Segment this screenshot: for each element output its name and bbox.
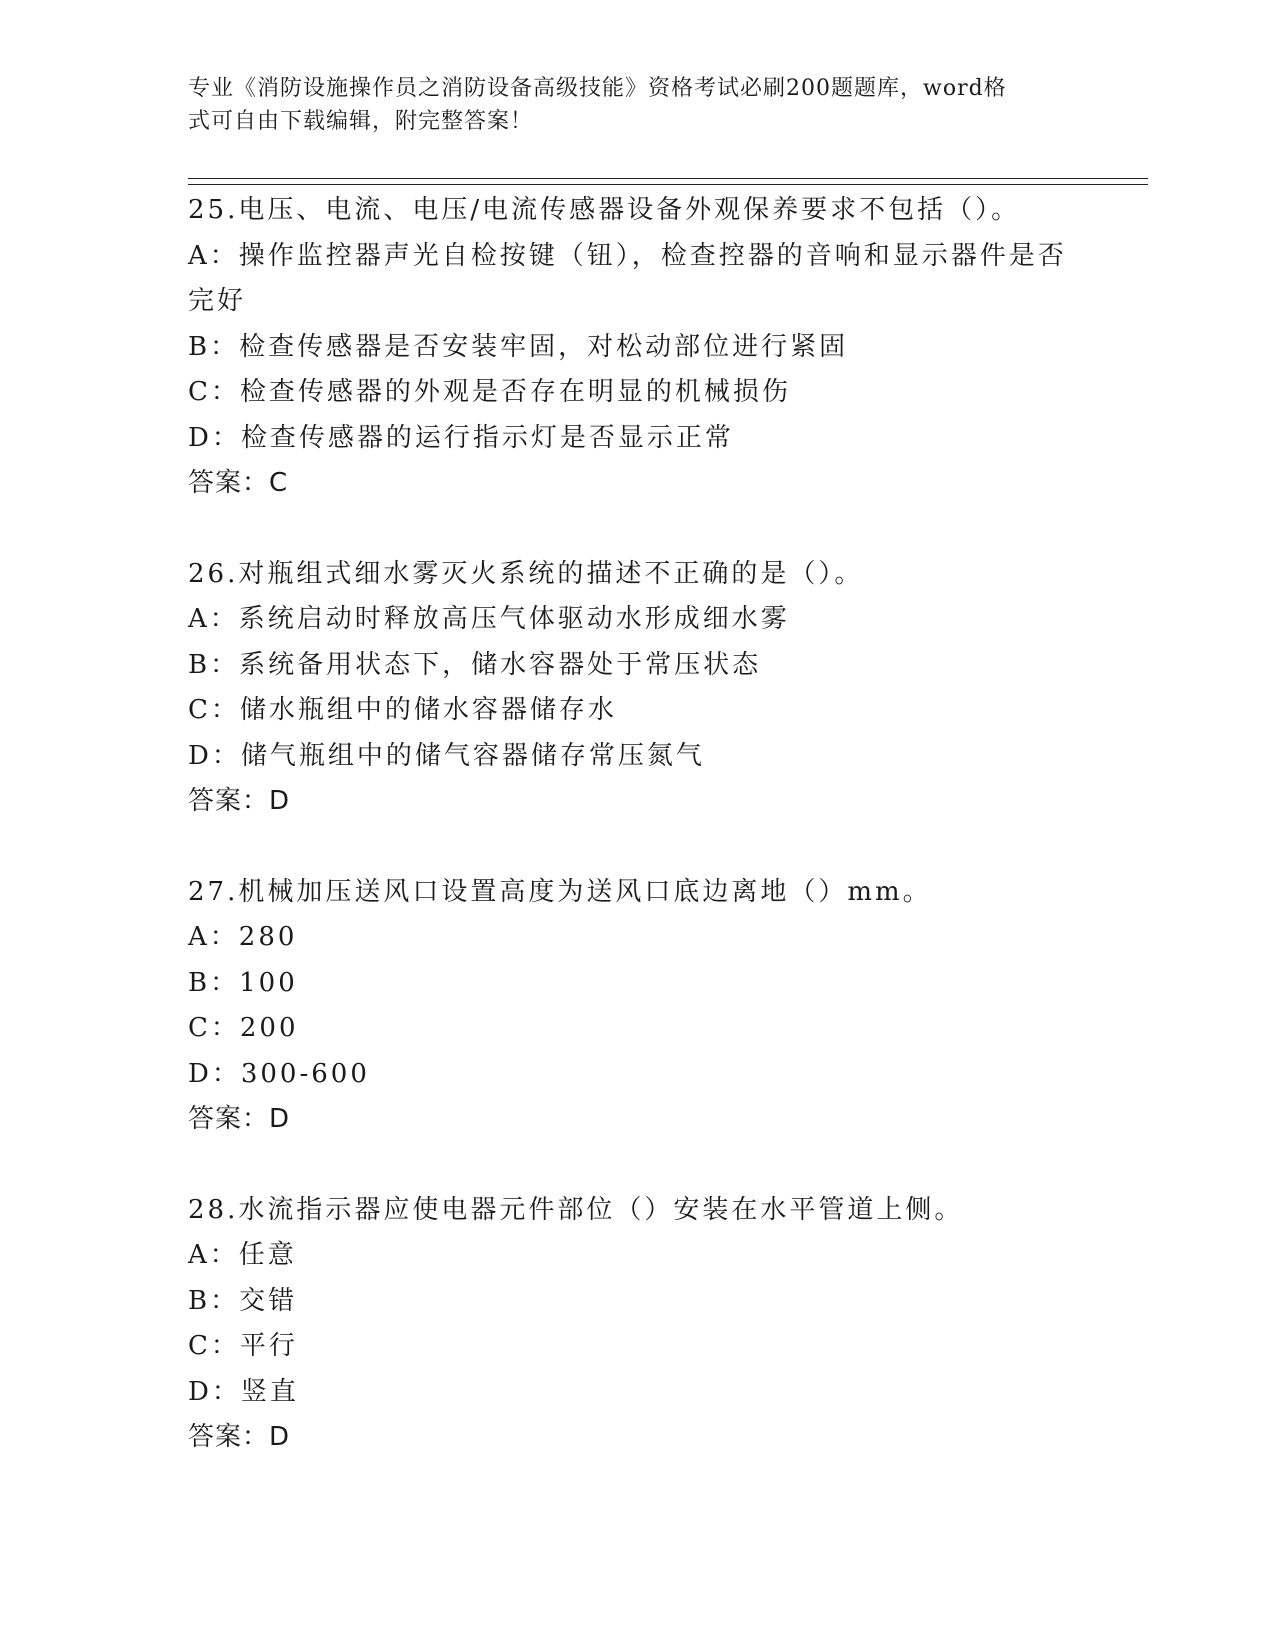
question-list xyxy=(188,188,1088,1461)
answer-line: 答案：C xyxy=(188,468,289,498)
option-a: A：任意 xyxy=(188,1240,297,1270)
question-spacer xyxy=(188,507,1088,552)
question-stem: 28.水流指示器应使电器元件部位（）安装在水平管道上侧。 xyxy=(188,1194,964,1225)
header-line-2: 式可自由下载编辑，附完整答案！ xyxy=(188,109,534,134)
question-spacer xyxy=(188,1143,1088,1188)
option-d: D：竖直 xyxy=(188,1376,299,1407)
option-b: B：检查传感器是否安装牢固，对松动部位进行紧固 xyxy=(188,331,849,362)
option-b: B：系统备用状态下，储水容器处于常压状态 xyxy=(188,649,762,680)
option-b: B：100 xyxy=(188,967,298,998)
answer-line: 答案：D xyxy=(188,1104,291,1134)
question-stem: 25.电压、电流、电压/电流传感器设备外观保养要求不包括（）。 xyxy=(188,195,1021,225)
question-stem: 26.对瓶组式细水雾灭火系统的描述不正确的是（）。 xyxy=(188,558,864,589)
header-line-1: 专业《消防设施操作员之消防设备高级技能》资格考试必刷200题题库，word格 xyxy=(188,76,1007,101)
option-d: D：300-600 xyxy=(188,1058,370,1089)
option-c: C：检查传感器的外观是否存在明显的机械损伤 xyxy=(188,377,791,407)
option-a: A：系统启动时释放高压气体驱动水形成细水雾 xyxy=(188,604,790,634)
question-spacer xyxy=(188,825,1088,870)
question-27 xyxy=(188,870,1088,1143)
header-double-rule xyxy=(188,178,1148,185)
option-a-continued: 完好 xyxy=(188,286,247,316)
answer-line: 答案：D xyxy=(188,786,291,816)
option-c: C：平行 xyxy=(188,1331,298,1361)
option-a: A：280 xyxy=(188,922,298,952)
answer-line: 答案：D xyxy=(188,1422,291,1452)
document-header xyxy=(188,72,1068,138)
option-a: A：操作监控器声光自检按键（钮），检查控器的音响和显示器件是否 xyxy=(188,240,1067,271)
question-stem: 27.机械加压送风口设置高度为送风口底边离地（）mm。 xyxy=(188,876,932,907)
option-d: D：检查传感器的运行指示灯是否显示正常 xyxy=(188,422,734,453)
option-d: D：储气瓶组中的储气容器储存常压氮气 xyxy=(188,740,705,771)
option-c: C：200 xyxy=(188,1013,299,1043)
option-c: C：储水瓶组中的储水容器储存水 xyxy=(188,695,617,725)
question-25 xyxy=(188,188,1088,507)
question-28 xyxy=(188,1188,1088,1461)
option-b: B：交错 xyxy=(188,1285,298,1316)
question-26 xyxy=(188,552,1088,825)
